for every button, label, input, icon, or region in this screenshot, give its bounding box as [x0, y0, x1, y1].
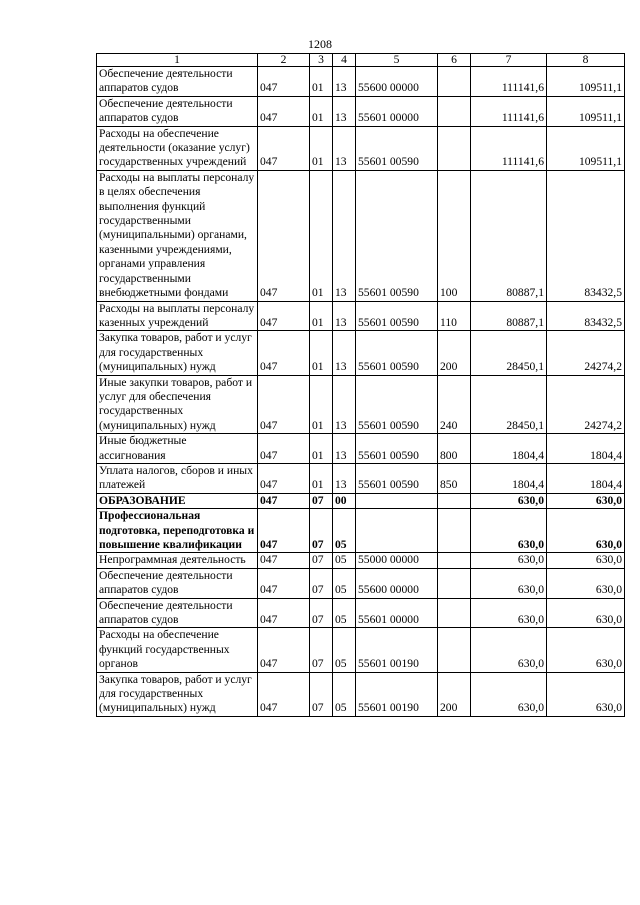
target-article [356, 493, 438, 508]
amount-year-2: 83432,5 [547, 170, 625, 301]
admin-code: 047 [258, 672, 310, 716]
amount-year-2: 1804,4 [547, 463, 625, 493]
subsection-code: 13 [333, 463, 356, 493]
admin-code: 047 [258, 375, 310, 434]
subsection-code: 05 [333, 568, 356, 598]
column-header-8: 8 [547, 54, 625, 67]
subsection-code: 13 [333, 301, 356, 331]
amount-year-1: 630,0 [471, 553, 547, 568]
amount-year-1: 111141,6 [471, 126, 547, 170]
item-name: Иные бюджетные ассигнования [97, 434, 258, 464]
page-number: 1208 [308, 37, 332, 51]
table-row [97, 126, 625, 170]
table-row [97, 96, 625, 126]
subsection-code: 05 [333, 628, 356, 672]
expense-type: 240 [438, 375, 471, 434]
subsection-code: 05 [333, 509, 356, 553]
admin-code: 047 [258, 509, 310, 553]
amount-year-2: 630,0 [547, 509, 625, 553]
target-article: 55601 00590 [356, 434, 438, 464]
table-row [97, 628, 625, 672]
section-code: 07 [310, 493, 333, 508]
table-row [97, 331, 625, 375]
section-code: 07 [310, 509, 333, 553]
section-code: 01 [310, 301, 333, 331]
section-code: 01 [310, 67, 333, 97]
expense-type: 800 [438, 434, 471, 464]
target-article: 55600 00000 [356, 67, 438, 97]
amount-year-2: 630,0 [547, 672, 625, 716]
table-row [97, 509, 625, 553]
section-code: 01 [310, 434, 333, 464]
amount-year-2: 109511,1 [547, 67, 625, 97]
section-code: 07 [310, 568, 333, 598]
expense-type: 200 [438, 672, 471, 716]
amount-year-1: 630,0 [471, 493, 547, 508]
amount-year-2: 630,0 [547, 598, 625, 628]
item-name: Расходы на обеспечение функций государственных органов [97, 628, 258, 672]
amount-year-2: 630,0 [547, 553, 625, 568]
admin-code: 047 [258, 493, 310, 508]
section-code: 01 [310, 126, 333, 170]
target-article: 55601 00190 [356, 672, 438, 716]
column-header-1: 1 [97, 54, 258, 67]
amount-year-1: 630,0 [471, 598, 547, 628]
item-name: Профессиональная подготовка, переподготовка и повышение квалификации [97, 509, 258, 553]
subsection-code: 13 [333, 331, 356, 375]
amount-year-1: 630,0 [471, 568, 547, 598]
subsection-code: 13 [333, 96, 356, 126]
admin-code: 047 [258, 170, 310, 301]
subsection-code: 05 [333, 553, 356, 568]
expense-type [438, 628, 471, 672]
expense-type [438, 598, 471, 628]
item-name: Расходы на обеспечение деятельности (оказание услуг) государственных учреждений [97, 126, 258, 170]
item-name: Обеспечение деятельности аппаратов судов [97, 598, 258, 628]
amount-year-1: 630,0 [471, 672, 547, 716]
admin-code: 047 [258, 568, 310, 598]
expense-type: 110 [438, 301, 471, 331]
amount-year-2: 109511,1 [547, 126, 625, 170]
amount-year-2: 83432,5 [547, 301, 625, 331]
column-header-4: 4 [333, 54, 356, 67]
admin-code: 047 [258, 434, 310, 464]
subsection-code: 13 [333, 126, 356, 170]
admin-code: 047 [258, 126, 310, 170]
column-header-6: 6 [438, 54, 471, 67]
section-code: 07 [310, 598, 333, 628]
table-row [97, 598, 625, 628]
admin-code: 047 [258, 598, 310, 628]
table-row [97, 672, 625, 716]
item-name: Закупка товаров, работ и услуг для государственных (муниципальных) нужд [97, 672, 258, 716]
amount-year-2: 1804,4 [547, 434, 625, 464]
item-name: Непрограммная деятельность [97, 553, 258, 568]
subsection-code: 13 [333, 170, 356, 301]
table-header-row [97, 54, 625, 67]
column-header-3: 3 [310, 54, 333, 67]
subsection-code: 13 [333, 375, 356, 434]
item-name: Обеспечение деятельности аппаратов судов [97, 568, 258, 598]
table-row [97, 568, 625, 598]
expense-type: 200 [438, 331, 471, 375]
item-name: Расходы на выплаты персоналу в целях обеспечения выполнения функций государственными (муниципальными) органами, казенными учреждениями, органами управления государственными внебюджетными фондами [97, 170, 258, 301]
expense-type: 850 [438, 463, 471, 493]
amount-year-1: 28450,1 [471, 375, 547, 434]
section-code: 07 [310, 628, 333, 672]
subsection-code: 00 [333, 493, 356, 508]
table-row [97, 375, 625, 434]
amount-year-1: 28450,1 [471, 331, 547, 375]
target-article: 55601 00590 [356, 375, 438, 434]
table-row [97, 301, 625, 331]
amount-year-1: 111141,6 [471, 67, 547, 97]
section-code: 01 [310, 375, 333, 434]
amount-year-2: 24274,2 [547, 375, 625, 434]
admin-code: 047 [258, 628, 310, 672]
amount-year-1: 80887,1 [471, 170, 547, 301]
amount-year-2: 630,0 [547, 568, 625, 598]
expense-type [438, 67, 471, 97]
item-name: Расходы на выплаты персоналу казенных учреждений [97, 301, 258, 331]
admin-code: 047 [258, 331, 310, 375]
section-code: 07 [310, 553, 333, 568]
target-article: 55601 00590 [356, 126, 438, 170]
subsection-code: 05 [333, 672, 356, 716]
table-row [97, 67, 625, 97]
item-name: Уплата налогов, сборов и иных платежей [97, 463, 258, 493]
budget-table [96, 53, 625, 717]
expense-type [438, 553, 471, 568]
section-code: 01 [310, 96, 333, 126]
admin-code: 047 [258, 67, 310, 97]
table-row [97, 170, 625, 301]
column-header-7: 7 [471, 54, 547, 67]
amount-year-2: 109511,1 [547, 96, 625, 126]
amount-year-1: 1804,4 [471, 463, 547, 493]
admin-code: 047 [258, 301, 310, 331]
amount-year-1: 630,0 [471, 509, 547, 553]
section-code: 07 [310, 672, 333, 716]
target-article: 55601 00000 [356, 96, 438, 126]
column-header-5: 5 [356, 54, 438, 67]
expense-type [438, 568, 471, 598]
target-article: 55601 00000 [356, 598, 438, 628]
admin-code: 047 [258, 463, 310, 493]
amount-year-1: 111141,6 [471, 96, 547, 126]
expense-type [438, 126, 471, 170]
target-article: 55601 00190 [356, 628, 438, 672]
item-name: Закупка товаров, работ и услуг для государственных (муниципальных) нужд [97, 331, 258, 375]
table-row [97, 493, 625, 508]
target-article: 55601 00590 [356, 301, 438, 331]
amount-year-1: 80887,1 [471, 301, 547, 331]
expense-type [438, 509, 471, 553]
amount-year-2: 630,0 [547, 628, 625, 672]
expense-type: 100 [438, 170, 471, 301]
column-header-2: 2 [258, 54, 310, 67]
subsection-code: 13 [333, 434, 356, 464]
admin-code: 047 [258, 96, 310, 126]
subsection-code: 13 [333, 67, 356, 97]
target-article: 55601 00590 [356, 170, 438, 301]
item-name: Обеспечение деятельности аппаратов судов [97, 67, 258, 97]
target-article [356, 509, 438, 553]
item-name: Иные закупки товаров, работ и услуг для обеспечения государственных (муниципальных) нужд [97, 375, 258, 434]
expense-type [438, 96, 471, 126]
item-name: Обеспечение деятельности аппаратов судов [97, 96, 258, 126]
target-article: 55000 00000 [356, 553, 438, 568]
amount-year-2: 630,0 [547, 493, 625, 508]
target-article: 55601 00590 [356, 331, 438, 375]
expense-type [438, 493, 471, 508]
section-code: 01 [310, 463, 333, 493]
table-row [97, 463, 625, 493]
section-code: 01 [310, 170, 333, 301]
target-article: 55600 00000 [356, 568, 438, 598]
section-code: 01 [310, 331, 333, 375]
admin-code: 047 [258, 553, 310, 568]
table-row [97, 434, 625, 464]
target-article: 55601 00590 [356, 463, 438, 493]
table-row [97, 553, 625, 568]
amount-year-1: 1804,4 [471, 434, 547, 464]
amount-year-1: 630,0 [471, 628, 547, 672]
subsection-code: 05 [333, 598, 356, 628]
amount-year-2: 24274,2 [547, 331, 625, 375]
item-name: ОБРАЗОВАНИЕ [97, 493, 258, 508]
